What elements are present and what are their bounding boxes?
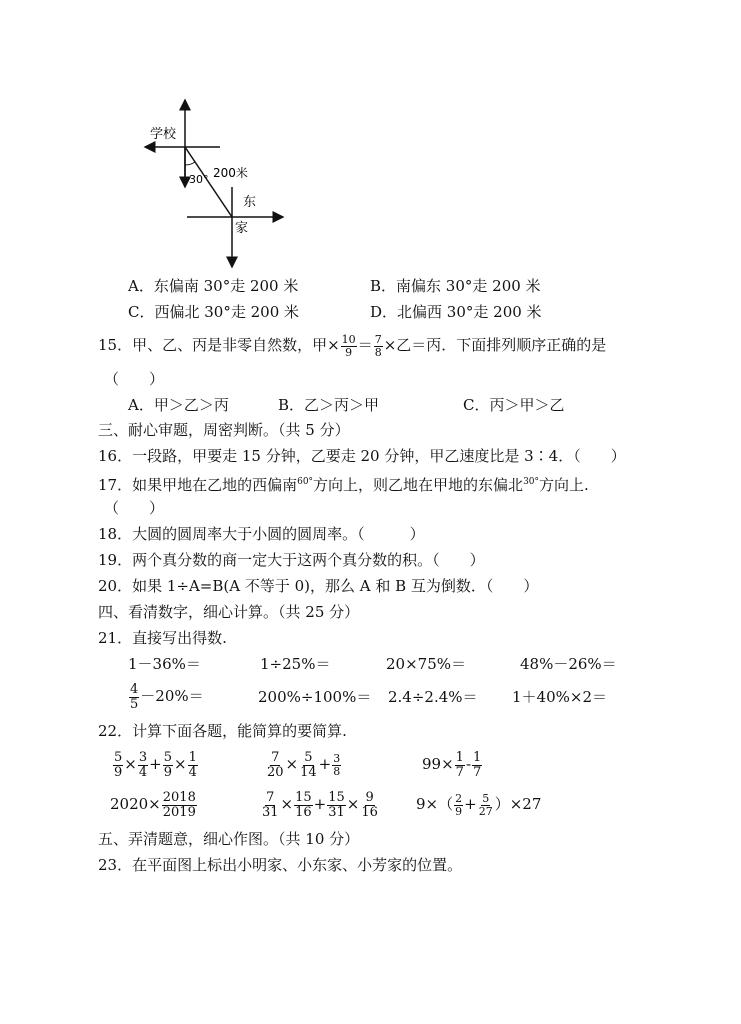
q17: 17．如果甲地在乙地的西偏南$^{60^\circ}$方向上，则乙地在甲地的东偏北$^{30^\circ}$方向上.: [98, 476, 589, 494]
direction-diagram: [135, 92, 295, 272]
q14-option-c: C．西偏北 30°走 200 米: [128, 303, 299, 321]
q14-option-d: D．北偏西 30°走 200 米: [370, 303, 542, 321]
q22-expr-1: $\frac{5}{9}$ × $\frac{3}{4}$ + $\frac{5}{9}$ × $\frac{1}{4}$: [114, 749, 197, 780]
section-4-heading: 四、看清数字，细心计算。（共 25 分）: [98, 603, 360, 621]
q21-item-4: 48%－26%＝: [520, 655, 617, 673]
home-label: 家: [235, 221, 249, 236]
q21-item-7: 2.4÷2.4%＝: [388, 688, 478, 706]
q15-stem: 15．甲、乙、丙是非零自然数，甲× $\frac{10}{9}$ ＝ $\frac{7}{8}$ ×乙＝丙．下面排列顺序正确的是: [98, 332, 607, 359]
distance-label: 200米: [213, 166, 248, 180]
q18: 18．大圆的圆周率大于小圆的圆周率。（ ）: [98, 525, 425, 543]
q22-title: 22．计算下面各题，能简算的要简算.: [98, 722, 347, 740]
q23: 23．在平面图上标出小明家、小东家、小芳家的位置。: [98, 856, 463, 874]
q15-option-b: B．乙＞丙＞甲: [278, 396, 380, 414]
q21-title: 21．直接写出得数.: [98, 629, 227, 647]
q22-expr-4: 2020× $\frac{2018}{2019}$: [110, 789, 196, 820]
q20: 20．如果 1÷A=B(A 不等于 0)，那么 A 和 B 互为倒数．（ ）: [98, 577, 539, 595]
q21-item-5: $\frac{4}{5}$ －20%＝: [130, 681, 204, 712]
q19: 19．两个真分数的商一定大于这两个真分数的积。（ ）: [98, 551, 485, 569]
q16: 16．一段路，甲要走 15 分钟，乙要走 20 分钟，甲乙速度比是 3∶4．（ ）: [98, 447, 626, 465]
q17-answer-paren: （ ）: [104, 499, 165, 517]
q21-item-3: 20×75%＝: [386, 655, 466, 673]
q15-answer-paren: （ ）: [104, 370, 165, 388]
section-5-heading: 五、弄清题意，细心作图。（共 10 分）: [98, 830, 360, 848]
q14-option-a: A．东偏南 30°走 200 米: [128, 277, 299, 295]
q22-expr-6: 9×（ $\frac{2}{9}$ + $\frac{5}{27}$ ）×27: [416, 791, 542, 818]
school-label: 学校: [150, 127, 177, 142]
q21-item-8: 1＋40%×2＝: [512, 688, 607, 706]
q21-item-2: 1÷25%＝: [260, 655, 331, 673]
q14-option-b: B．南偏东 30°走 200 米: [370, 277, 541, 295]
angle-arc: [185, 162, 195, 165]
q15-option-a: A．甲＞乙＞丙: [128, 396, 229, 414]
q22-expr-2: $\frac{7}{20}$ × $\frac{5}{14}$ + $\frac{3}{8}$: [267, 749, 341, 780]
east-label: 东: [243, 195, 257, 210]
angle-label: 30°: [189, 173, 209, 186]
q21-item-1: 1－36%＝: [128, 655, 201, 673]
section-3-heading: 三、耐心审题，周密判断。（共 5 分）: [98, 421, 350, 439]
q21-item-6: 200%÷100%＝: [258, 688, 372, 706]
q22-expr-5: $\frac{7}{31}$ × $\frac{15}{16}$ + $\frac{15}{31}$ × $\frac{9}{16}$: [262, 789, 378, 820]
q22-expr-3: 99× $\frac{1}{7}$ - $\frac{1}{7}$: [422, 749, 482, 780]
q15-option-c: C．丙＞甲＞乙: [463, 396, 565, 414]
